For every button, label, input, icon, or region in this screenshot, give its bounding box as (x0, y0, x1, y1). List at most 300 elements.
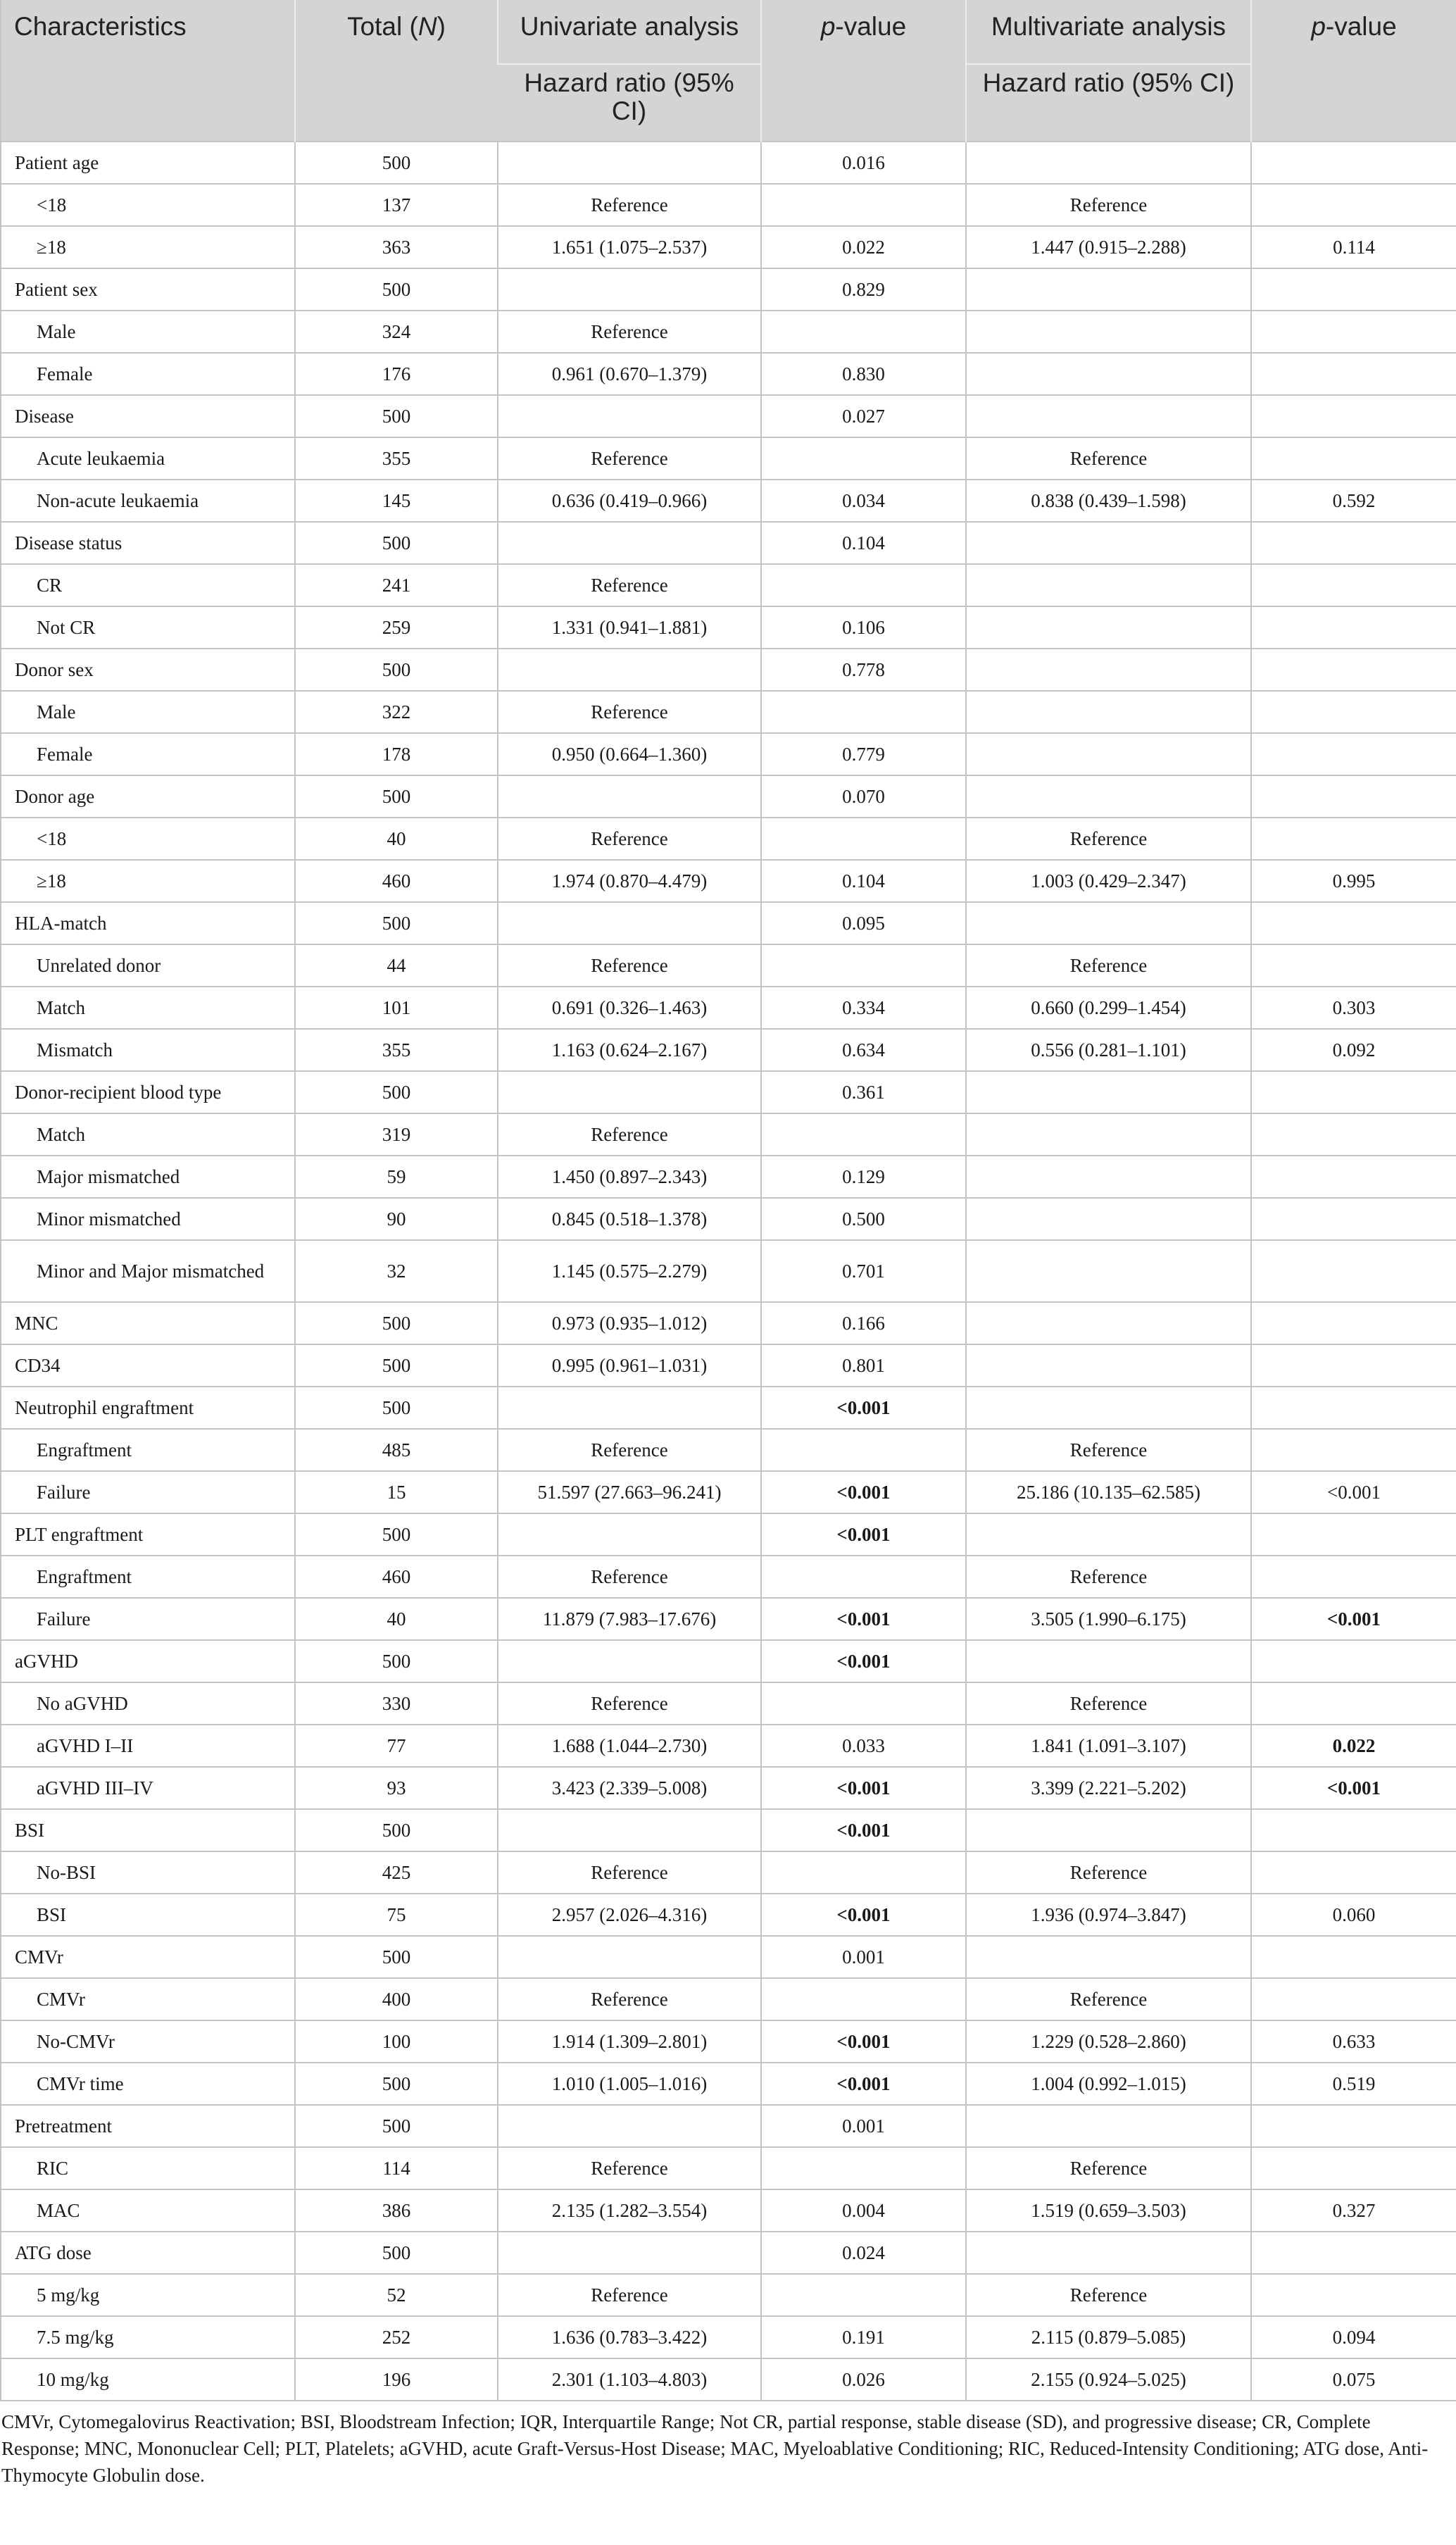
multivariate-p-cell: 0.633 (1251, 2020, 1456, 2063)
characteristic-cell: Non-acute leukaemia (1, 480, 295, 522)
table-row (1, 1071, 1456, 1113)
univariate-p-cell: 0.166 (761, 1302, 966, 1344)
characteristic-cell: aGVHD (1, 1640, 295, 1682)
multivariate-p-cell (1251, 1113, 1456, 1156)
multivariate-hr-cell (966, 2232, 1251, 2274)
table-row (1, 1894, 1456, 1936)
univariate-p-cell: <0.001 (761, 1894, 966, 1936)
univariate-hr-cell (498, 1387, 761, 1429)
characteristic-cell: Not CR (1, 606, 295, 649)
multivariate-p-cell: 0.592 (1251, 480, 1456, 522)
characteristic-cell: ≥18 (1, 226, 295, 268)
total-cell: 40 (295, 818, 498, 860)
univariate-hr-cell: Reference (498, 1556, 761, 1598)
multivariate-p-cell: 0.094 (1251, 2316, 1456, 2358)
univariate-hr-cell: Reference (498, 1682, 761, 1725)
multivariate-hr-cell (966, 2105, 1251, 2147)
univariate-hr-cell: Reference (498, 1429, 761, 1471)
univariate-p-cell: 0.701 (761, 1240, 966, 1302)
univariate-p-cell: 0.016 (761, 142, 966, 184)
univariate-p-cell: 0.027 (761, 395, 966, 437)
table-row (1, 1598, 1456, 1640)
table-row (1, 1029, 1456, 1071)
characteristic-cell: CMVr (1, 1978, 295, 2020)
multivariate-p-cell (1251, 2232, 1456, 2274)
univariate-p-cell: 0.026 (761, 2358, 966, 2401)
multivariate-hr-cell (966, 1240, 1251, 1302)
univariate-p-cell (761, 1682, 966, 1725)
univariate-p-cell (761, 184, 966, 226)
multivariate-hr-cell (966, 142, 1251, 184)
total-cell: 500 (295, 2105, 498, 2147)
multivariate-p-cell: 0.022 (1251, 1725, 1456, 1767)
univariate-p-cell: <0.001 (761, 1809, 966, 1851)
total-cell: 32 (295, 1240, 498, 1302)
total-cell: 500 (295, 1071, 498, 1113)
multivariate-p-cell (1251, 1071, 1456, 1113)
total-cell: 137 (295, 184, 498, 226)
multivariate-p-cell (1251, 311, 1456, 353)
characteristic-cell: ATG dose (1, 2232, 295, 2274)
univariate-p-cell: 0.778 (761, 649, 966, 691)
characteristic-cell: Mismatch (1, 1029, 295, 1071)
multivariate-hr-cell: Reference (966, 2147, 1251, 2189)
total-cell: 425 (295, 1851, 498, 1894)
total-cell: 500 (295, 2232, 498, 2274)
univariate-hr-cell: 0.636 (0.419–0.966) (498, 480, 761, 522)
header-multivariate-analysis: Multivariate analysis (966, 0, 1251, 64)
multivariate-hr-cell: Reference (966, 818, 1251, 860)
univariate-hr-cell (498, 268, 761, 311)
characteristic-cell: BSI (1, 1809, 295, 1851)
header-univariate-p-value: p-value (761, 0, 966, 142)
table-row (1, 1682, 1456, 1725)
univariate-hr-cell: 0.961 (0.670–1.379) (498, 353, 761, 395)
table-row (1, 1344, 1456, 1387)
total-cell: 252 (295, 2316, 498, 2358)
table-row (1, 2274, 1456, 2316)
characteristic-cell: 7.5 mg/kg (1, 2316, 295, 2358)
table-row (1, 1240, 1456, 1302)
multivariate-p-cell (1251, 1640, 1456, 1682)
table-row (1, 2358, 1456, 2401)
total-cell: 500 (295, 649, 498, 691)
table-row (1, 2063, 1456, 2105)
total-cell: 90 (295, 1198, 498, 1240)
univariate-hr-cell: 1.010 (1.005–1.016) (498, 2063, 761, 2105)
univariate-hr-cell (498, 1809, 761, 1851)
multivariate-hr-cell: Reference (966, 184, 1251, 226)
univariate-hr-cell: 1.688 (1.044–2.730) (498, 1725, 761, 1767)
table-row (1, 1767, 1456, 1809)
total-cell: 355 (295, 1029, 498, 1071)
table-row (1, 1556, 1456, 1598)
univariate-hr-cell: Reference (498, 1851, 761, 1894)
table-row (1, 1113, 1456, 1156)
characteristic-cell: Minor mismatched (1, 1198, 295, 1240)
table-row (1, 2232, 1456, 2274)
univariate-hr-cell: 1.651 (1.075–2.537) (498, 226, 761, 268)
univariate-p-cell: 0.004 (761, 2189, 966, 2232)
multivariate-p-cell: 0.303 (1251, 987, 1456, 1029)
multivariate-p-cell (1251, 1240, 1456, 1302)
total-cell: 59 (295, 1156, 498, 1198)
table-row (1, 2105, 1456, 2147)
characteristic-cell: Neutrophil engraftment (1, 1387, 295, 1429)
univariate-p-cell: 0.001 (761, 1936, 966, 1978)
total-cell: 100 (295, 2020, 498, 2063)
table-row (1, 606, 1456, 649)
characteristic-cell: Patient sex (1, 268, 295, 311)
table-row (1, 1809, 1456, 1851)
multivariate-p-cell (1251, 1429, 1456, 1471)
multivariate-p-cell (1251, 1302, 1456, 1344)
multivariate-hr-cell: 1.229 (0.528–2.860) (966, 2020, 1251, 2063)
table-row (1, 1851, 1456, 1894)
characteristic-cell: PLT engraftment (1, 1513, 295, 1556)
multivariate-hr-cell: 3.399 (2.221–5.202) (966, 1767, 1251, 1809)
table-row (1, 2189, 1456, 2232)
univariate-hr-cell: 3.423 (2.339–5.008) (498, 1767, 761, 1809)
multivariate-hr-cell (966, 691, 1251, 733)
total-cell: 500 (295, 1387, 498, 1429)
univariate-hr-cell: 0.950 (0.664–1.360) (498, 733, 761, 775)
table-row (1, 1513, 1456, 1556)
univariate-p-cell: 0.829 (761, 268, 966, 311)
multivariate-hr-cell: 25.186 (10.135–62.585) (966, 1471, 1251, 1513)
characteristic-cell: Pretreatment (1, 2105, 295, 2147)
table-row (1, 733, 1456, 775)
table-row (1, 226, 1456, 268)
characteristic-cell: Engraftment (1, 1429, 295, 1471)
multivariate-p-cell (1251, 775, 1456, 818)
characteristic-cell: 10 mg/kg (1, 2358, 295, 2401)
total-cell: 400 (295, 1978, 498, 2020)
total-cell: 386 (295, 2189, 498, 2232)
characteristic-cell: Female (1, 733, 295, 775)
characteristic-cell: BSI (1, 1894, 295, 1936)
univariate-p-cell: 0.334 (761, 987, 966, 1029)
header-univariate-hazard-ratio: Hazard ratio (95% CI) (498, 64, 761, 142)
univariate-hr-cell: Reference (498, 818, 761, 860)
univariate-p-cell (761, 564, 966, 606)
table-row (1, 353, 1456, 395)
multivariate-p-cell (1251, 818, 1456, 860)
multivariate-p-cell (1251, 395, 1456, 437)
univariate-p-cell: 0.033 (761, 1725, 966, 1767)
table-row (1, 987, 1456, 1029)
table-row (1, 480, 1456, 522)
table-row (1, 902, 1456, 944)
total-cell: 363 (295, 226, 498, 268)
total-cell: 500 (295, 1809, 498, 1851)
univariate-p-cell: 0.095 (761, 902, 966, 944)
multivariate-p-cell (1251, 1513, 1456, 1556)
characteristic-cell: No-CMVr (1, 2020, 295, 2063)
univariate-hr-cell: Reference (498, 437, 761, 480)
univariate-hr-cell: 1.636 (0.783–3.422) (498, 2316, 761, 2358)
total-cell: 75 (295, 1894, 498, 1936)
multivariate-hr-cell: 1.004 (0.992–1.015) (966, 2063, 1251, 2105)
multivariate-p-cell (1251, 1344, 1456, 1387)
table-row (1, 311, 1456, 353)
total-cell: 322 (295, 691, 498, 733)
total-cell: 355 (295, 437, 498, 480)
multivariate-hr-cell (966, 1156, 1251, 1198)
header-characteristics: Characteristics (1, 0, 295, 142)
table-row (1, 564, 1456, 606)
multivariate-hr-cell (966, 775, 1251, 818)
characteristic-cell: RIC (1, 2147, 295, 2189)
multivariate-hr-cell (966, 311, 1251, 353)
univariate-hr-cell: 2.301 (1.103–4.803) (498, 2358, 761, 2401)
multivariate-p-cell (1251, 1851, 1456, 1894)
multivariate-hr-cell (966, 1936, 1251, 1978)
multivariate-hr-cell (966, 1113, 1251, 1156)
table-row (1, 1198, 1456, 1240)
univariate-hr-cell: Reference (498, 1113, 761, 1156)
univariate-p-cell: 0.034 (761, 480, 966, 522)
multivariate-p-cell (1251, 1936, 1456, 1978)
characteristic-cell: Major mismatched (1, 1156, 295, 1198)
multivariate-hr-cell (966, 1640, 1251, 1682)
total-cell: 145 (295, 480, 498, 522)
total-cell: 500 (295, 1640, 498, 1682)
univariate-hr-cell: 2.135 (1.282–3.554) (498, 2189, 761, 2232)
table-row (1, 1387, 1456, 1429)
multivariate-hr-cell: 1.936 (0.974–3.847) (966, 1894, 1251, 1936)
multivariate-p-cell (1251, 733, 1456, 775)
total-cell: 324 (295, 311, 498, 353)
multivariate-hr-cell (966, 1071, 1251, 1113)
univariate-p-cell (761, 1851, 966, 1894)
characteristic-cell: ≥18 (1, 860, 295, 902)
multivariate-hr-cell: 0.838 (0.439–1.598) (966, 480, 1251, 522)
multivariate-p-cell (1251, 564, 1456, 606)
total-cell: 500 (295, 1513, 498, 1556)
table-row (1, 1936, 1456, 1978)
multivariate-p-cell: 0.092 (1251, 1029, 1456, 1071)
table-row (1, 522, 1456, 564)
univariate-hr-cell: 1.974 (0.870–4.479) (498, 860, 761, 902)
multivariate-hr-cell: 2.115 (0.879–5.085) (966, 2316, 1251, 2358)
characteristic-cell: Disease (1, 395, 295, 437)
characteristic-cell: Acute leukaemia (1, 437, 295, 480)
univariate-p-cell (761, 311, 966, 353)
univariate-p-cell: <0.001 (761, 1767, 966, 1809)
multivariate-p-cell (1251, 522, 1456, 564)
total-cell: 241 (295, 564, 498, 606)
multivariate-hr-cell (966, 1198, 1251, 1240)
total-cell: 101 (295, 987, 498, 1029)
multivariate-p-cell (1251, 902, 1456, 944)
univariate-p-cell: 0.830 (761, 353, 966, 395)
table-row (1, 1640, 1456, 1682)
multivariate-p-cell: <0.001 (1251, 1598, 1456, 1640)
univariate-p-cell (761, 1556, 966, 1598)
characteristic-cell: MNC (1, 1302, 295, 1344)
univariate-p-cell: 0.801 (761, 1344, 966, 1387)
multivariate-hr-cell (966, 1344, 1251, 1387)
univariate-p-cell: 0.024 (761, 2232, 966, 2274)
multivariate-p-cell (1251, 1978, 1456, 2020)
characteristic-cell: Match (1, 987, 295, 1029)
multivariate-hr-cell (966, 395, 1251, 437)
univariate-hr-cell (498, 902, 761, 944)
characteristic-cell: Female (1, 353, 295, 395)
univariate-p-cell (761, 1429, 966, 1471)
univariate-hr-cell (498, 395, 761, 437)
table-row (1, 1471, 1456, 1513)
univariate-p-cell: 0.106 (761, 606, 966, 649)
univariate-hr-cell: 51.597 (27.663–96.241) (498, 1471, 761, 1513)
total-cell: 93 (295, 1767, 498, 1809)
univariate-p-cell (761, 1113, 966, 1156)
multivariate-hr-cell: 1.841 (1.091–3.107) (966, 1725, 1251, 1767)
total-cell: 500 (295, 2063, 498, 2105)
univariate-hr-cell: 0.995 (0.961–1.031) (498, 1344, 761, 1387)
univariate-p-cell: 0.779 (761, 733, 966, 775)
univariate-p-cell: 0.022 (761, 226, 966, 268)
characteristic-cell: CMVr time (1, 2063, 295, 2105)
characteristic-cell: aGVHD III–IV (1, 1767, 295, 1809)
total-cell: 500 (295, 268, 498, 311)
characteristic-cell: Male (1, 691, 295, 733)
univariate-p-cell: 0.361 (761, 1071, 966, 1113)
header-multivariate-hazard-ratio: Hazard ratio (95% CI) (966, 64, 1251, 142)
univariate-hr-cell: Reference (498, 2147, 761, 2189)
table-row (1, 395, 1456, 437)
multivariate-p-cell (1251, 649, 1456, 691)
univariate-hr-cell: Reference (498, 691, 761, 733)
total-cell: 500 (295, 775, 498, 818)
table-row (1, 2020, 1456, 2063)
univariate-p-cell: 0.634 (761, 1029, 966, 1071)
total-cell: 44 (295, 944, 498, 987)
multivariate-p-cell: <0.001 (1251, 1767, 1456, 1809)
total-cell: 500 (295, 142, 498, 184)
multivariate-hr-cell: Reference (966, 1682, 1251, 1725)
characteristic-cell: Donor-recipient blood type (1, 1071, 295, 1113)
univariate-hr-cell: 0.691 (0.326–1.463) (498, 987, 761, 1029)
univariate-p-cell: 0.104 (761, 860, 966, 902)
total-cell: 319 (295, 1113, 498, 1156)
multivariate-p-cell (1251, 1809, 1456, 1851)
univariate-p-cell (761, 2274, 966, 2316)
multivariate-hr-cell (966, 902, 1251, 944)
total-cell: 460 (295, 1556, 498, 1598)
characteristic-cell: 5 mg/kg (1, 2274, 295, 2316)
multivariate-p-cell (1251, 268, 1456, 311)
univariate-p-cell: 0.070 (761, 775, 966, 818)
multivariate-p-cell (1251, 1682, 1456, 1725)
characteristic-cell: Failure (1, 1471, 295, 1513)
characteristic-cell: Disease status (1, 522, 295, 564)
multivariate-hr-cell: Reference (966, 2274, 1251, 2316)
total-cell: 500 (295, 902, 498, 944)
characteristic-cell: Donor age (1, 775, 295, 818)
multivariate-p-cell (1251, 2147, 1456, 2189)
characteristic-cell: aGVHD I–II (1, 1725, 295, 1767)
multivariate-p-cell (1251, 353, 1456, 395)
total-cell: 485 (295, 1429, 498, 1471)
univariate-p-cell (761, 818, 966, 860)
total-cell: 196 (295, 2358, 498, 2401)
multivariate-p-cell (1251, 184, 1456, 226)
multivariate-hr-cell: 1.003 (0.429–2.347) (966, 860, 1251, 902)
multivariate-p-cell (1251, 142, 1456, 184)
multivariate-p-cell: 0.995 (1251, 860, 1456, 902)
multivariate-hr-cell (966, 733, 1251, 775)
multivariate-p-cell (1251, 1387, 1456, 1429)
total-cell: 77 (295, 1725, 498, 1767)
multivariate-p-cell: 0.075 (1251, 2358, 1456, 2401)
multivariate-hr-cell (966, 353, 1251, 395)
univariate-hr-cell (498, 1513, 761, 1556)
table-row (1, 2147, 1456, 2189)
univariate-hr-cell: Reference (498, 944, 761, 987)
univariate-p-cell: <0.001 (761, 2063, 966, 2105)
univariate-hr-cell: 1.450 (0.897–2.343) (498, 1156, 761, 1198)
univariate-hr-cell (498, 649, 761, 691)
multivariate-hr-cell (966, 1513, 1251, 1556)
table-header (1, 0, 1456, 142)
univariate-hr-cell: Reference (498, 564, 761, 606)
characteristic-cell: No aGVHD (1, 1682, 295, 1725)
univariate-p-cell: 0.001 (761, 2105, 966, 2147)
characteristic-cell: Minor and Major mismatched (1, 1240, 295, 1302)
multivariate-hr-cell (966, 268, 1251, 311)
table-row (1, 649, 1456, 691)
univariate-hr-cell (498, 1071, 761, 1113)
total-cell: 330 (295, 1682, 498, 1725)
univariate-hr-cell (498, 1640, 761, 1682)
univariate-hr-cell (498, 1936, 761, 1978)
multivariate-hr-cell (966, 1302, 1251, 1344)
table-row (1, 437, 1456, 480)
table-row (1, 818, 1456, 860)
univariate-p-cell: <0.001 (761, 1598, 966, 1640)
total-cell: 114 (295, 2147, 498, 2189)
total-cell: 500 (295, 1344, 498, 1387)
multivariate-p-cell (1251, 437, 1456, 480)
univariate-hr-cell: 0.845 (0.518–1.378) (498, 1198, 761, 1240)
header-multivariate-p-value: p-value (1251, 0, 1456, 142)
multivariate-p-cell: 0.060 (1251, 1894, 1456, 1936)
total-cell: 178 (295, 733, 498, 775)
table-row (1, 184, 1456, 226)
univariate-hr-cell (498, 775, 761, 818)
univariate-hr-cell: Reference (498, 311, 761, 353)
univariate-p-cell (761, 944, 966, 987)
univariate-hr-cell: 2.957 (2.026–4.316) (498, 1894, 761, 1936)
table-row (1, 2316, 1456, 2358)
total-cell: 40 (295, 1598, 498, 1640)
multivariate-p-cell (1251, 606, 1456, 649)
table-row (1, 268, 1456, 311)
table-row (1, 691, 1456, 733)
total-cell: 52 (295, 2274, 498, 2316)
multivariate-p-cell: 0.327 (1251, 2189, 1456, 2232)
total-cell: 15 (295, 1471, 498, 1513)
multivariate-hr-cell: Reference (966, 1556, 1251, 1598)
table-row (1, 1429, 1456, 1471)
multivariate-hr-cell (966, 522, 1251, 564)
table-row (1, 142, 1456, 184)
multivariate-p-cell (1251, 691, 1456, 733)
characteristic-cell: CMVr (1, 1936, 295, 1978)
multivariate-hr-cell: 0.556 (0.281–1.101) (966, 1029, 1251, 1071)
